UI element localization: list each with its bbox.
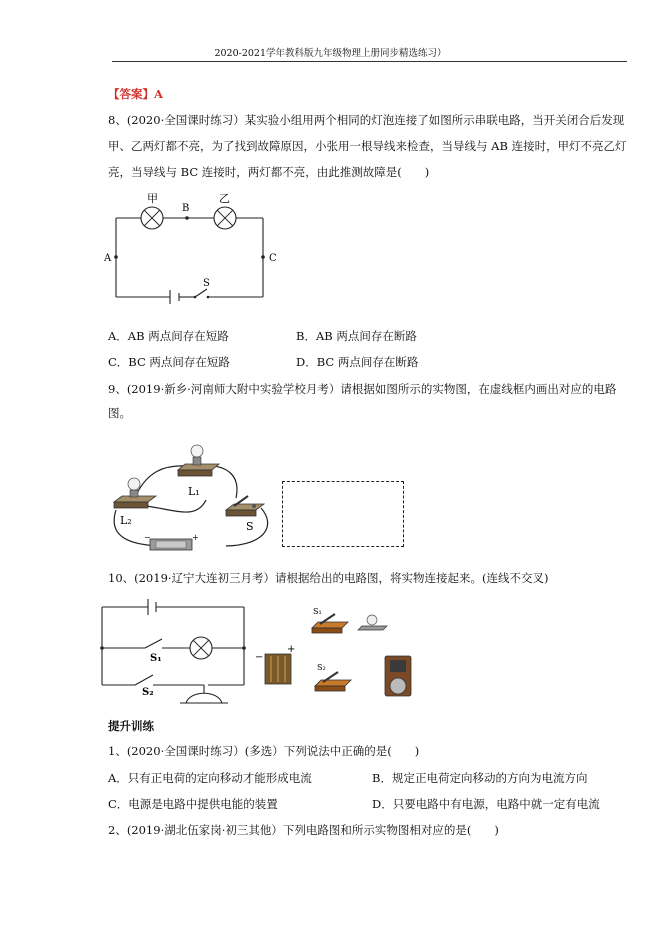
battery-minus: − (255, 652, 264, 663)
q8-line-2: 甲、乙两灯都不亮，为了找到故障原因，小张用一根导线来检查，当导线与 AB 连接时，甲灯不亮乙灯 (108, 139, 627, 153)
page-header: 2020-2021学年教科版九年级物理上册同步精选练习） (214, 48, 447, 59)
p2-line-1: 2、(2019·湖北伍家岗·初三其他）下列电路图和所示实物图相对应的是( ) (108, 823, 499, 837)
q9-answer-box[interactable] (282, 481, 404, 547)
label-phys-s2: S₂ (317, 663, 326, 672)
section-title: 提升训练 (108, 719, 154, 733)
q10-line-1: 10、(2019·辽宁大连初三月考）请根据给出的电路图，将实物连接起来。(连线不交叉) (108, 571, 549, 585)
lamp-l1-icon (178, 445, 219, 476)
q9-line-2: 图。 (108, 406, 131, 420)
answer-tag: 【答案】 (108, 87, 154, 101)
lamp-l2-icon (114, 478, 156, 508)
q9-line-1: 9、(2019·新乡·河南师大附中实验学校月考）请根据如图所示的实物图，在虚线框内画出对应的电路 (108, 382, 617, 396)
battery-icon (144, 533, 199, 550)
label-l2: L₂ (120, 514, 132, 527)
q10-circuit-diagram (98, 597, 248, 712)
svg-text:−: − (144, 533, 151, 542)
label-s1: S₁ (150, 653, 162, 664)
switch-s2-icon (315, 663, 351, 691)
q10-physical-components (255, 600, 420, 712)
node-b (185, 216, 189, 220)
label-s9: S (246, 520, 254, 533)
p1-option-a: A．只有正电荷的定向移动才能形成电流 (108, 771, 312, 785)
node-a (114, 255, 118, 259)
bell-icon (385, 656, 411, 696)
header-rule (112, 61, 627, 62)
q8-option-d: D．BC 两点间存在断路 (296, 355, 419, 369)
q8-circuit-diagram (95, 188, 295, 306)
label-b: B (182, 203, 190, 214)
label-a: A (104, 253, 112, 264)
label-s2: S₂ (142, 687, 154, 698)
battery-plus: + (287, 644, 296, 655)
lamp-jia-icon (141, 207, 163, 229)
label-l1: L₁ (188, 485, 200, 498)
label-yi: 乙 (219, 192, 230, 205)
q8-option-c: C．BC 两点间存在短路 (108, 355, 230, 369)
node-c (261, 255, 265, 259)
switch-s1-icon (312, 607, 348, 633)
q8-line-1: 8、(2020·全国课时练习）某实验小组用两个相同的灯泡连接了如图所示串联电路，当开关闭合后发现 (108, 113, 625, 127)
label-phys-s1: S₁ (313, 607, 322, 616)
answer-line (108, 82, 163, 106)
svg-text:+: + (192, 533, 199, 542)
p1-option-d: D．只要电路中有电源，电路中就一定有电流 (372, 797, 600, 811)
label-c: C (269, 253, 277, 264)
q8-line-3: 亮，当导线与 BC 连接时，两灯都不亮，由此推测故障是( ) (108, 165, 430, 179)
battery-box-icon (255, 644, 295, 684)
q8-option-b: B．AB 两点间存在断路 (296, 329, 417, 343)
p1-option-c: C．电源是电路中提供电能的装置 (108, 797, 278, 811)
label-s: S (203, 278, 210, 289)
q8-option-a: A．AB 两点间存在短路 (108, 329, 229, 343)
label-jia: 甲 (147, 192, 158, 205)
lamp-yi-icon (214, 207, 236, 229)
q10-lamp-icon (190, 637, 212, 659)
small-lamp-icon (358, 615, 387, 630)
answer-value: A (154, 87, 163, 101)
p1-line-1: 1、(2020·全国课时练习）(多选）下列说法中正确的是( ) (108, 744, 420, 758)
p1-option-b: B．规定正电荷定向移动的方向为电流方向 (372, 771, 588, 785)
q9-physical-circuit (106, 440, 276, 552)
switch-s-icon (226, 496, 264, 516)
